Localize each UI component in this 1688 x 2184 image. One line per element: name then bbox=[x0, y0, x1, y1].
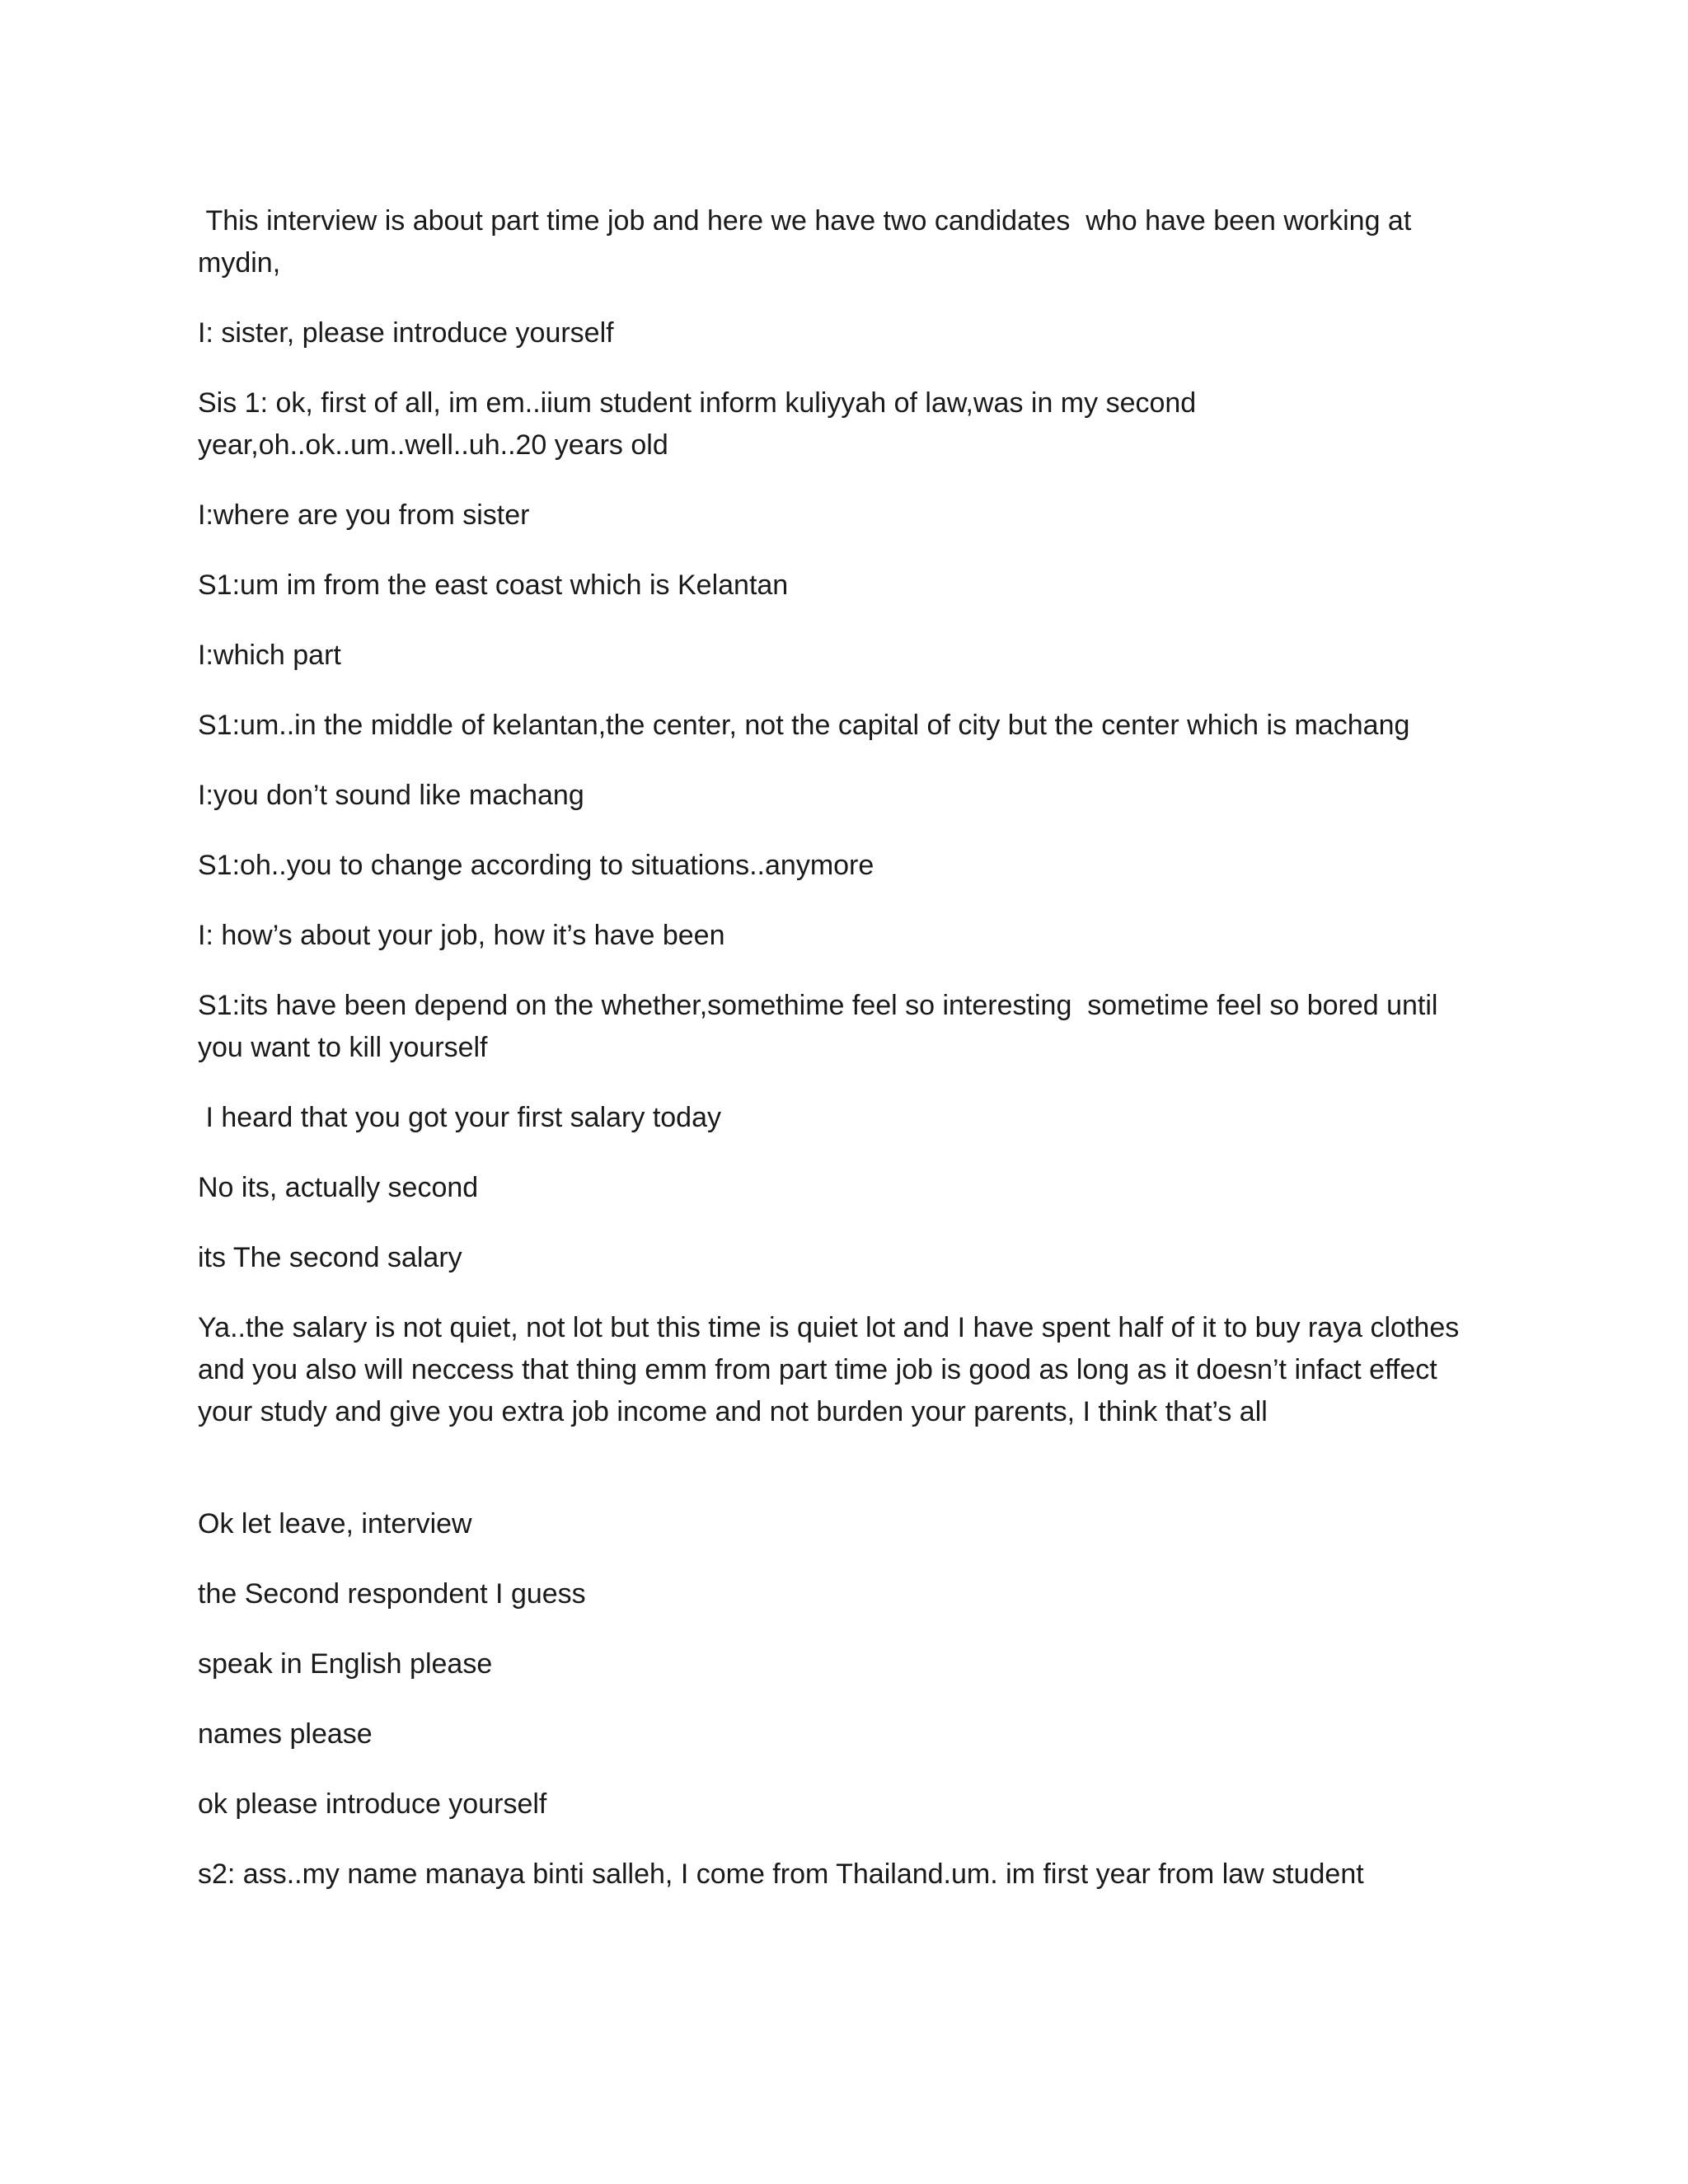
paragraph-line: the Second respondent I guess bbox=[198, 1578, 586, 1610]
paragraph-line: speak in English please bbox=[198, 1648, 493, 1680]
paragraph-line: I:you don’t sound like machang bbox=[198, 780, 584, 811]
paragraph-line: I: how’s about your job, how it’s have been bbox=[198, 920, 725, 951]
paragraph-line: s2: ass..my name manaya binti salleh, I come from Thailand.um. im first year from law student bbox=[198, 1858, 1364, 1890]
paragraph-line: I heard that you got your first salary today bbox=[198, 1102, 721, 1133]
paragraph-line: names please bbox=[198, 1718, 373, 1750]
paragraph-line: I: sister, please introduce yourself bbox=[198, 317, 614, 349]
paragraph-line: Sis 1: ok, first of all, im em..iium student inform kuliyyah of law,was in my second year,oh..ok..um..well..uh..20 years old bbox=[198, 387, 1204, 461]
paragraph-line: S1:oh..you to change according to situations..anymore bbox=[198, 850, 874, 881]
document-body bbox=[198, 200, 1484, 1924]
paragraph-line: I:where are you from sister bbox=[198, 499, 530, 531]
paragraph-intro: This interview is about part time job and here we have two candidates who have been working at mydin, bbox=[198, 205, 1419, 279]
paragraph-line: S1:its have been depend on the whether,somethime feel so interesting sometime feel so bored until you want to kill yourself bbox=[198, 990, 1446, 1063]
paragraph-line: its The second salary bbox=[198, 1242, 462, 1273]
paragraph-line: S1:um im from the east coast which is Kelantan bbox=[198, 569, 789, 601]
paragraph-line: Ok let leave, interview bbox=[198, 1508, 472, 1540]
paragraph-line: S1:um..in the middle of kelantan,the center, not the capital of city but the center which is machang bbox=[198, 710, 1410, 741]
paragraph-line: Ya..the salary is not quiet, not lot but this time is quiet lot and I have spent half of it to buy raya clothes and you also will neccess that thing emm from part time job is good as long as it doesn’t infact effect your study and give you extra job income and not burden your parents, I think that’s all bbox=[198, 1312, 1467, 1427]
paragraph-line: No its, actually second bbox=[198, 1172, 479, 1203]
paragraph-line: ok please introduce yourself bbox=[198, 1788, 547, 1820]
paragraph-line: I:which part bbox=[198, 640, 341, 671]
